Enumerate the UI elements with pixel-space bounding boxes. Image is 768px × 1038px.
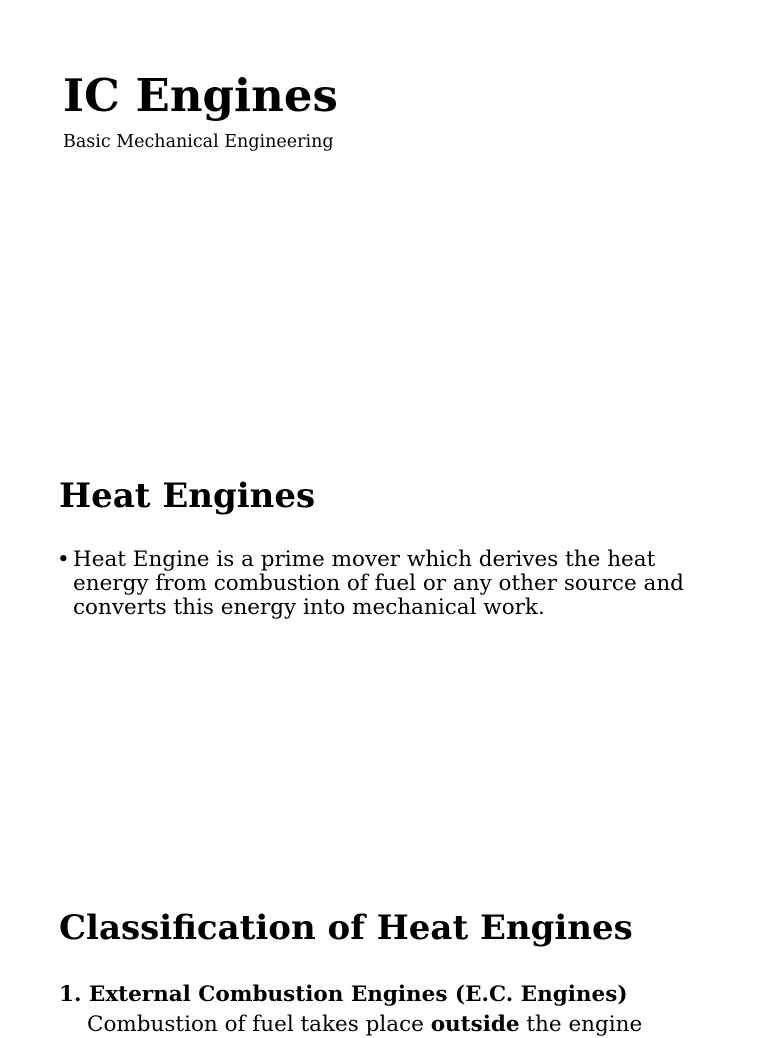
document-subtitle: Basic Mechanical Engineering — [63, 132, 334, 152]
bullet-icon: • — [57, 547, 70, 572]
detail-text-after: the engine — [519, 1012, 643, 1037]
bullet-text: Heat Engine is a prime mover which derives the heat energy from combustion of fuel or any other source and converts this energy into mechanical work. — [73, 547, 684, 620]
classification-item-detail — [87, 1012, 642, 1038]
detail-text-emphasis: outside — [430, 1012, 520, 1037]
section-heading-classification: Classification of Heat Engines — [59, 908, 633, 948]
detail-text-before: Combustion of fuel takes place — [87, 1012, 431, 1037]
section-heading-heat-engines: Heat Engines — [59, 476, 316, 516]
document-title: IC Engines — [63, 69, 338, 122]
list-item — [57, 548, 737, 620]
heat-engines-bullet-list — [57, 548, 737, 620]
classification-item-ec-engines: 1. External Combustion Engines (E.C. Engines) — [59, 982, 628, 1007]
